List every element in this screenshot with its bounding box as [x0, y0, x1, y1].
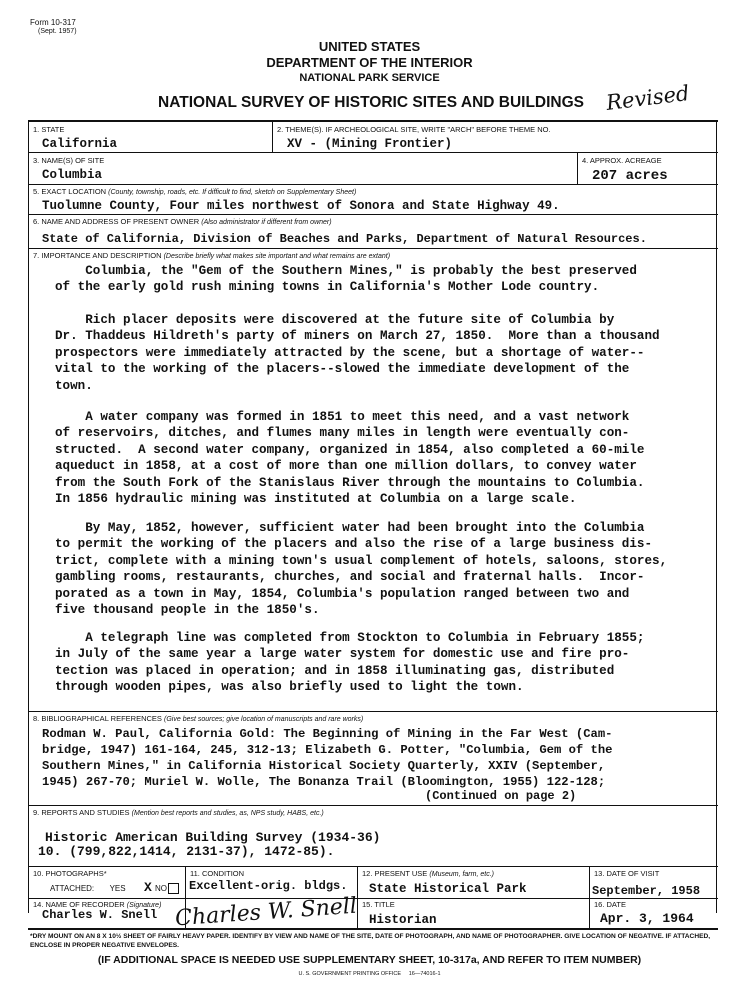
site-name-value: Columbia	[42, 168, 103, 182]
location-value: Tuolumne County, Four miles northwest of Sonora and State Highway 49.	[42, 199, 560, 213]
footnote: *DRY MOUNT ON AN 8 X 10½ SHEET OF FAIRLY HEAVY PAPER. IDENTIFY BY VIEW AND NAME OF THE SITE, DATE OF PHOTOGRAPH, AND NAME OF PHOTOGRAPHER. GIVE LOCATION OF NEGATIVE. IF ATTACHED, ENCLOSE IN PROPER NEGATIVE ENVELOPES.	[30, 933, 711, 949]
recorder-label: 14. NAME OF RECORDER (Signature)	[33, 900, 162, 909]
present-use-value: State Historical Park	[369, 882, 527, 896]
row-divider-9	[28, 866, 718, 867]
row-divider-2	[28, 184, 718, 185]
acreage-value: 207 acres	[592, 168, 668, 184]
owner-label: 6. NAME AND ADDRESS OF PRESENT OWNER (Also administrator if different from owner)	[33, 217, 332, 226]
importance-paragraph-1: Columbia, the "Gem of the Southern Mines," is probably the best preserved of the early gold rush mining towns in California's Mother Lode country.	[55, 264, 637, 295]
photographs-no-label: NO	[155, 884, 167, 893]
recorder-value: Charles W. Snell	[42, 908, 158, 922]
condition-label: 11. CONDITION	[190, 869, 245, 878]
row-divider-8	[28, 805, 718, 806]
photographs-attached: ATTACHED: YES	[50, 884, 126, 893]
row-divider-10	[28, 898, 718, 899]
state-value: California	[42, 137, 118, 151]
location-label: 5. EXACT LOCATION (County, township, roads, etc. If difficult to find, sketch on Supplementary Sheet)	[33, 187, 357, 196]
divider-11-12	[357, 866, 358, 928]
printing-office: U. S. GOVERNMENT PRINTING OFFICE 16—74016-1	[298, 971, 441, 977]
bibliography-continued: (Continued on page 2)	[425, 789, 577, 803]
divider-12-13	[589, 866, 590, 928]
agency-line-2: DEPARTMENT OF THE INTERIOR	[266, 55, 473, 70]
importance-paragraph-3: A water company was formed in 1851 to meet this need, and a vast network of reservoirs, ditches, and flumes many miles in length were eventually con- structed. A second water company, organized in 1854, also completed a 60-mile aqueduct in 1858, at a cost of more than one million dollars, to convey water from the South Fork of the Stanislaus River through the mountains to Columbia. In 1856 hydraulic mining was instituted at Columbia on a large scale.	[55, 410, 645, 507]
themes-label: 2. THEME(S). IF ARCHEOLOGICAL SITE, WRITE "ARCH" BEFORE THEME NO.	[277, 125, 551, 134]
visit-date-value: September, 1958	[592, 884, 701, 898]
owner-value: State of California, Division of Beaches and Parks, Department of Natural Resources.	[42, 232, 647, 246]
importance-paragraph-5: A telegraph line was completed from Stockton to Columbia in February 1855; in July of the same year a large water system for domestic use and fire pro- tection was placed in operation; and in 1858 illuminating gas, distributed through wooden pipes, was also briefly used to light the town.	[55, 631, 645, 695]
visit-date-label: 13. DATE OF VISIT	[594, 869, 660, 878]
date-value: Apr. 3, 1964	[600, 911, 694, 926]
condition-value: Excellent-orig. bldgs.	[189, 879, 348, 893]
reports-label: 9. REPORTS AND STUDIES (Mention best reports and studies, as, NPS study, HABS, etc.)	[33, 808, 324, 817]
reports-line-1: Historic American Building Survey (1934-36)	[45, 830, 381, 845]
bibliography-text: Rodman W. Paul, California Gold: The Beginning of Mining in the Far West (Cam- bridge, 1947) 161-164, 245, 312-13; Elizabeth G. Potter, "Columbia, Gem of the Southern Mines," in California Historical Society Quarterly, XXIV (September, 1945) 267-70; Muriel W. Wolle, The Bonanza Trail (Bloomington, 1955) 122-128;	[42, 727, 613, 789]
row-divider-1	[28, 152, 718, 153]
agency-line-3: NATIONAL PARK SERVICE	[299, 72, 440, 84]
form-top-border	[28, 120, 718, 122]
recorder-signature: Charles W. Snell	[174, 893, 358, 932]
divider-1-2	[272, 120, 273, 152]
form-right-border	[716, 120, 717, 913]
title-value: Historian	[369, 913, 437, 927]
form-number: Form 10-317 (Sept. 1957)	[30, 18, 77, 35]
state-label: 1. STATE	[33, 125, 65, 134]
footer-instruction: (IF ADDITIONAL SPACE IS NEEDED USE SUPPLEMENTARY SHEET, 10-317a, AND REFER TO ITEM NUMBER)	[97, 954, 642, 966]
importance-label: 7. IMPORTANCE AND DESCRIPTION (Describe briefly what makes site important and what remains are extant)	[33, 251, 391, 260]
form-left-border	[28, 120, 29, 913]
agency-line-1: UNITED STATES	[318, 39, 421, 54]
divider-3-4	[577, 152, 578, 184]
present-use-label: 12. PRESENT USE (Museum, farm, etc.)	[362, 869, 494, 878]
bibliography-label: 8. BIBLIOGRAPHICAL REFERENCES (Give best sources; give location of manuscripts and rare works)	[33, 714, 364, 723]
row-divider-4	[28, 248, 718, 249]
survey-title: NATIONAL SURVEY OF HISTORIC SITES AND BUILDINGS	[158, 94, 585, 111]
photographs-label: 10. PHOTOGRAPHS*	[33, 869, 107, 878]
importance-paragraph-4: By May, 1852, however, sufficient water had been brought into the Columbia to permit the working of the placers and also the rise of a large business dis- trict, complete with a mining town's usual complement of hotels, saloons, stores, gambling rooms, restaurants, churches, and social and fraternal halls. Incor- porated as a town in May, 1854, Columbia's population ranged between two and five thousand people in the 1850's.	[55, 521, 668, 618]
row-divider-3	[28, 214, 718, 215]
site-name-label: 3. NAME(S) OF SITE	[33, 156, 105, 165]
photographs-no-checkbox[interactable]	[168, 883, 179, 894]
importance-paragraph-2: Rich placer deposits were discovered at the future site of Columbia by Dr. Thaddeus Hildreth's party of miners on March 27, 1850. More than a thousand prospectors were immediately attracted by the scene, but a shortage of water-- vital to the working of the placers--slowed the immediate development of the town.	[55, 313, 660, 393]
photographs-yes-mark[interactable]: X	[144, 880, 152, 895]
form-bottom-border	[28, 928, 718, 930]
acreage-label: 4. APPROX. ACREAGE	[582, 156, 662, 165]
revised-note: Revised	[604, 81, 691, 115]
title-label: 15. TITLE	[362, 900, 395, 909]
reports-line-2: 10. (799,822,1414, 2131-37), 1472-85).	[38, 844, 335, 859]
row-divider-7	[28, 711, 718, 712]
themes-value: XV - (Mining Frontier)	[287, 137, 453, 151]
date-label: 16. DATE	[594, 900, 626, 909]
